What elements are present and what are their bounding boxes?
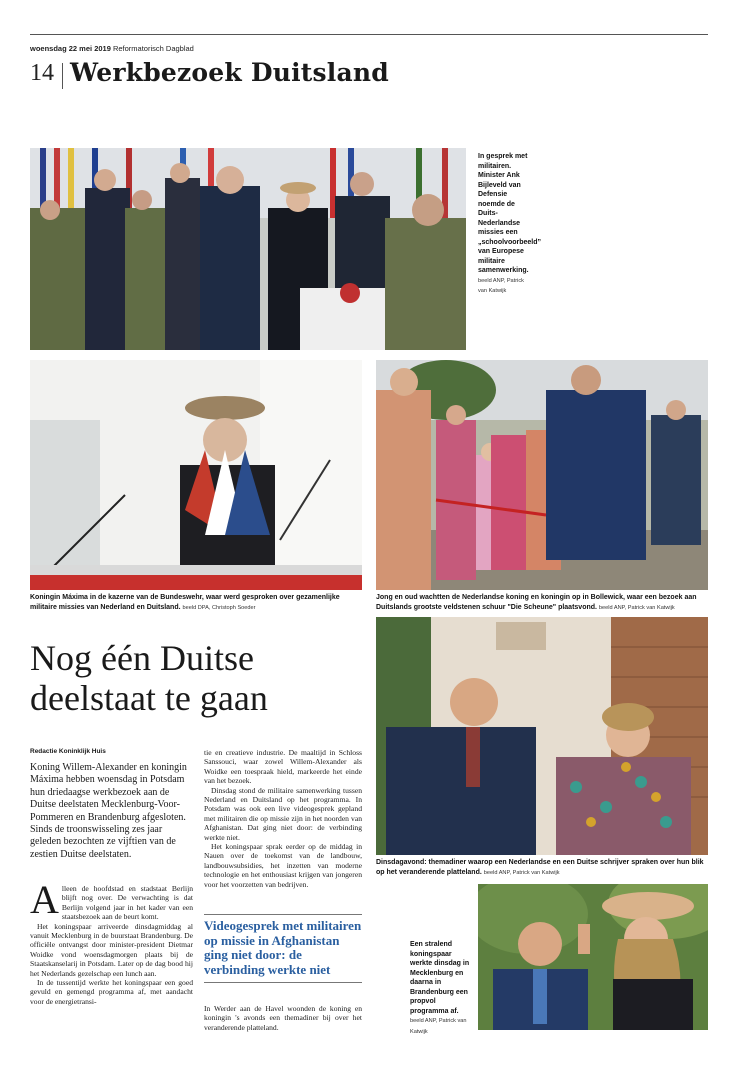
drop-cap: A xyxy=(30,877,59,922)
caption-military-meeting: In gesprek met militairen. Minister Ank Bijleveld van Defensie noemde de Duits-Nederlandse missies een „schoolvoorbeeld” van Europese militaire samenwerking. beeld ANP, Patrick van Katwijk xyxy=(478,153,542,294)
dateline xyxy=(30,44,194,53)
section-title: Werkbezoek Duitsland xyxy=(70,58,389,87)
page-number-divider xyxy=(62,63,63,89)
photo-queen-bundeswehr xyxy=(30,360,362,590)
paragraph: In de tussentijd werkte het koningspaar een goed gevuld en gemengd programma af, met aandacht voor de energietransi- xyxy=(30,978,193,1006)
caption-queen-bundeswehr: Koningin Máxima in de kazerne van de Bundeswehr, waar werd gesproken over gezamenlijke militaire missies van Nederland en Duitsland. beeld DPA, Christoph Soeder xyxy=(30,594,340,611)
byline: Redactie Koninklijk Huis xyxy=(30,748,106,755)
page-number: 14 xyxy=(30,60,54,86)
photo-credit: beeld DPA, Christoph Soeder xyxy=(182,604,256,611)
photo-themadiner xyxy=(376,617,708,855)
article-lead: Koning Willem-Alexander en koningin Máxima hebben woensdag in Potsdam hun driedaagse werkbezoek aan de Duitse deelstaten Mecklenburg-Voor-Pommeren en Brandenburg afgesloten. Sinds de troonswisseling zes jaar geleden bezochten ze vijftien van de zestien Duitse deelstaten. xyxy=(30,762,187,860)
photo-bollewick-crowd xyxy=(376,360,708,590)
article-column-2-end xyxy=(204,1004,362,1032)
article-headline: Nog één Duitse deelstaat te gaan xyxy=(30,638,268,718)
article-subhead: Videogesprek met militairen op missie in Afghanistan ging niet door: de verbinding werkte niet xyxy=(204,914,362,983)
photo-credit: beeld ANP, Patrick van Katwijk xyxy=(410,1018,467,1035)
article-column-1 xyxy=(30,877,193,1006)
caption-royal-couple: Een stralend koningspaar werkte dinsdag in Mecklenburg en daarna in Brandenburg een propvol programma af. beeld ANP, Patrick van Katwijk xyxy=(410,941,470,1035)
date: woensdag 22 mei 2019 xyxy=(30,44,111,53)
photo-military-meeting xyxy=(30,148,466,350)
paragraph: Het koningspaar arriveerde dinsdagmiddag al vanuit Mecklenburg in de buurstaat Brandenburg. De officiële ontvangst door minister-president Dietmar Woidke vond woensdagmorgen plaats bij de Staatskanselarij in Potsdam. Later op de dag bood hij het Nederlands gezelschap een lunch aan. xyxy=(30,921,193,978)
paragraph: Het koningspaar sprak eerder op de middag in Nauen over de toekomst van de landbouw, landbouwsubsidies, het inzetten van moderne technologie en het enthousiast krijgen van jongeren voor het voorzetten van bedrijven. xyxy=(204,842,362,889)
photo-credit: beeld ANP, Patrick van Katwijk xyxy=(598,604,675,611)
photo-credit: beeld ANP, Patrick van Katwijk xyxy=(478,277,524,294)
paragraph: tie en creatieve industrie. De maaltijd in Schloss Sanssouci, waar zowel Willem-Alexander als Woidke een toespraak hield, markeerde het einde van het bezoek. xyxy=(204,748,362,786)
top-rule xyxy=(30,34,708,35)
article-column-2 xyxy=(204,748,362,889)
paragraph: Alleen de hoofdstad en stadstaat Berlijn blijft nog over. De verwachting is dat Berlijn volgend jaar in het kader van een staatsbezoek aan de beurt komt. xyxy=(30,877,193,922)
photo-royal-couple xyxy=(478,884,708,1030)
paragraph: Dinsdag stond de militaire samenwerking tussen Nederland en Duitsland op het programma. In Potsdam was ook een live videogesprek gepland met militairen die op missie zijn in het noorden van Afghanistan. Dat ging niet door: de verbinding werkte niet. xyxy=(204,785,362,842)
paper-name: Reformatorisch Dagblad xyxy=(112,44,194,53)
photo-credit: beeld ANP, Patrick van Katwijk xyxy=(483,869,560,876)
caption-themadiner: Dinsdagavond: themadiner waarop een Nederlandse en een Duitse schrijver spraken over hun blik op het veranderende platteland. beeld ANP, Patrick van Katwijk xyxy=(376,859,704,876)
paragraph: In Werder aan de Havel woonden de koning en koningin 's avonds een themadiner bij over het veranderende platteland. xyxy=(204,1004,362,1032)
caption-bollewick-crowd: Jong en oud wachtten de Nederlandse koning en koningin op in Bollewick, waar een bezoek aan Duitslands grootste veldstenen schuur "Die Scheune" plaatsvond. beeld ANP, Patrick van Katwijk xyxy=(376,594,697,611)
